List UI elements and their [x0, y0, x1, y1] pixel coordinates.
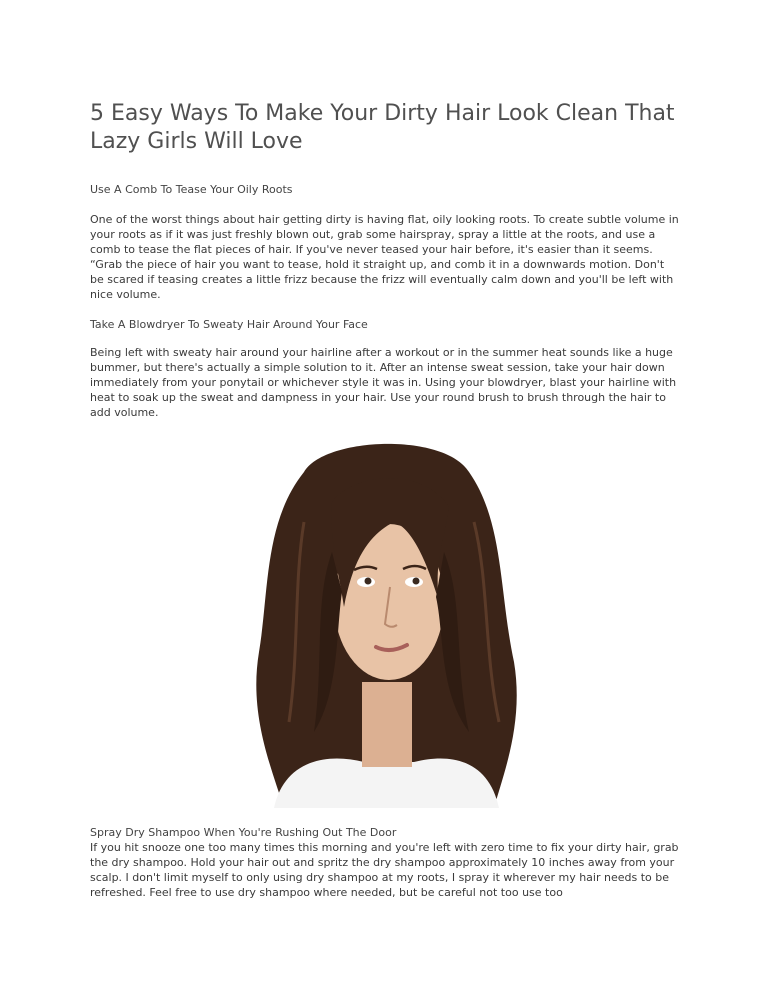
section-heading-3: Spray Dry Shampoo When You're Rushing Out The Door [90, 826, 397, 839]
section-body-1: One of the worst things about hair getting dirty is having flat, oily looking roots. To create subtle volume in your roots as if it was just freshly blown out, grab some hairspray, spray a little at the roots, and use a comb to tease the flat pieces of hair. If you've never teased your hair before, it's easier than it seems. “Grab the piece of hair you want to tease, hold it straight up, and comb it in a downwards motion. Don't be scared if teasing creates a little frizz because the frizz will eventually calm down and you'll be left with nice volume. [90, 213, 679, 301]
section-body-3: If you hit snooze one too many times this morning and you're left with zero time to fix your dirty hair, grab the dry shampoo. Hold your hair out and spritz the dry shampoo approximately 10 inches away from your scalp. I don't limit myself to only using dry shampoo at my roots, I spray it wherever my hair needs to be refreshed. Feel free to use dry shampoo where needed, but be careful not too use too [90, 841, 679, 899]
page-title: 5 Easy Ways To Make Your Dirty Hair Look Clean That Lazy Girls Will Love [90, 101, 675, 154]
section-heading-1: Use A Comb To Tease Your Oily Roots [90, 183, 293, 196]
photo-illustration [244, 432, 525, 808]
section-body-2: Being left with sweaty hair around your hairline after a workout or in the summer heat sounds like a huge bummer, but there's actually a simple solution to it. After an intense sweat session, take your hair down immediately from your ponytail or whichever style it was in. Using your blowdryer, blast your hairline with heat to soak up the sweat and dampness in your hair. Use your round brush to brush through the hair to add volume. [90, 346, 677, 419]
woman-messy-hair-photo [244, 432, 525, 808]
section-heading-2: Take A Blowdryer To Sweaty Hair Around Your Face [90, 318, 368, 331]
